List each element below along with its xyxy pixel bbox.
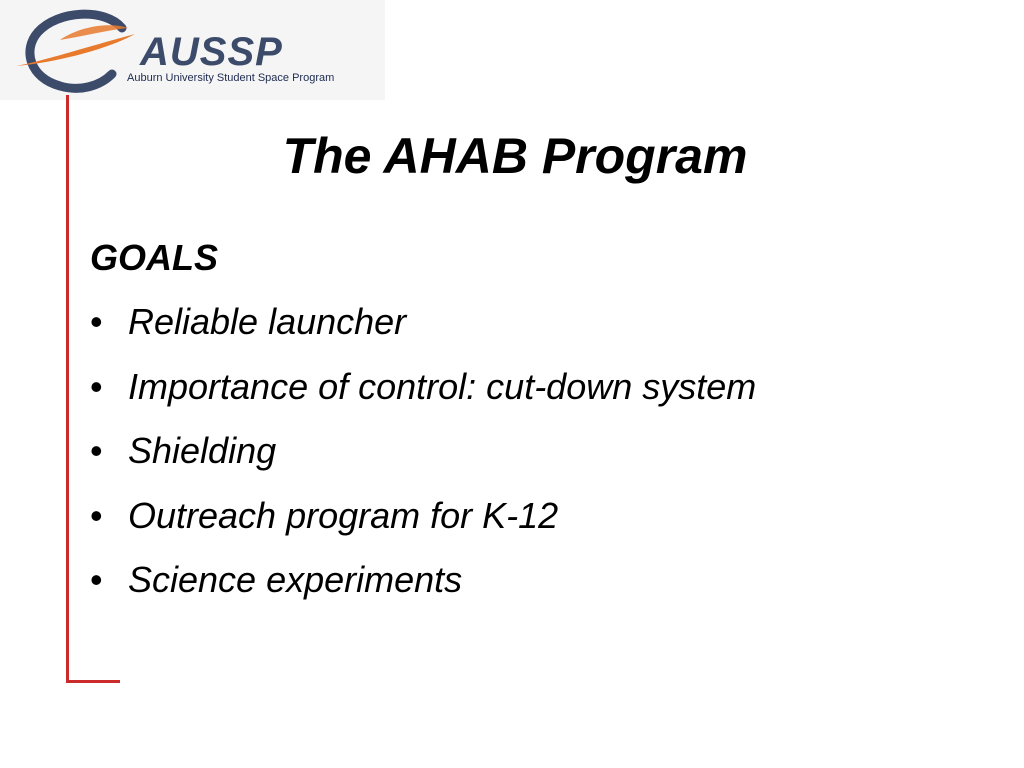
bullet-icon: • — [90, 301, 103, 342]
bullet-text: Reliable launcher — [128, 301, 407, 342]
bullet-text: Science experiments — [128, 559, 463, 600]
bullet-icon: • — [90, 559, 103, 600]
bullet-text: Outreach program for K-12 — [128, 494, 559, 536]
slide-title: The AHAB Program — [282, 128, 748, 184]
bullet-text: Shielding — [128, 430, 277, 471]
goals-heading: GOALS — [90, 237, 219, 278]
bullet-icon: • — [90, 430, 103, 471]
bullet-icon: • — [90, 365, 103, 407]
accent-line-horizontal — [66, 680, 120, 683]
bullet-icon: • — [90, 494, 103, 536]
bullet-text: Importance of control: cut-down system — [128, 365, 757, 407]
aussp-logo — [0, 0, 385, 100]
logo-subtitle: Auburn University Student Space Program — [127, 72, 335, 84]
logo-wordmark: AUSSP — [140, 30, 283, 74]
